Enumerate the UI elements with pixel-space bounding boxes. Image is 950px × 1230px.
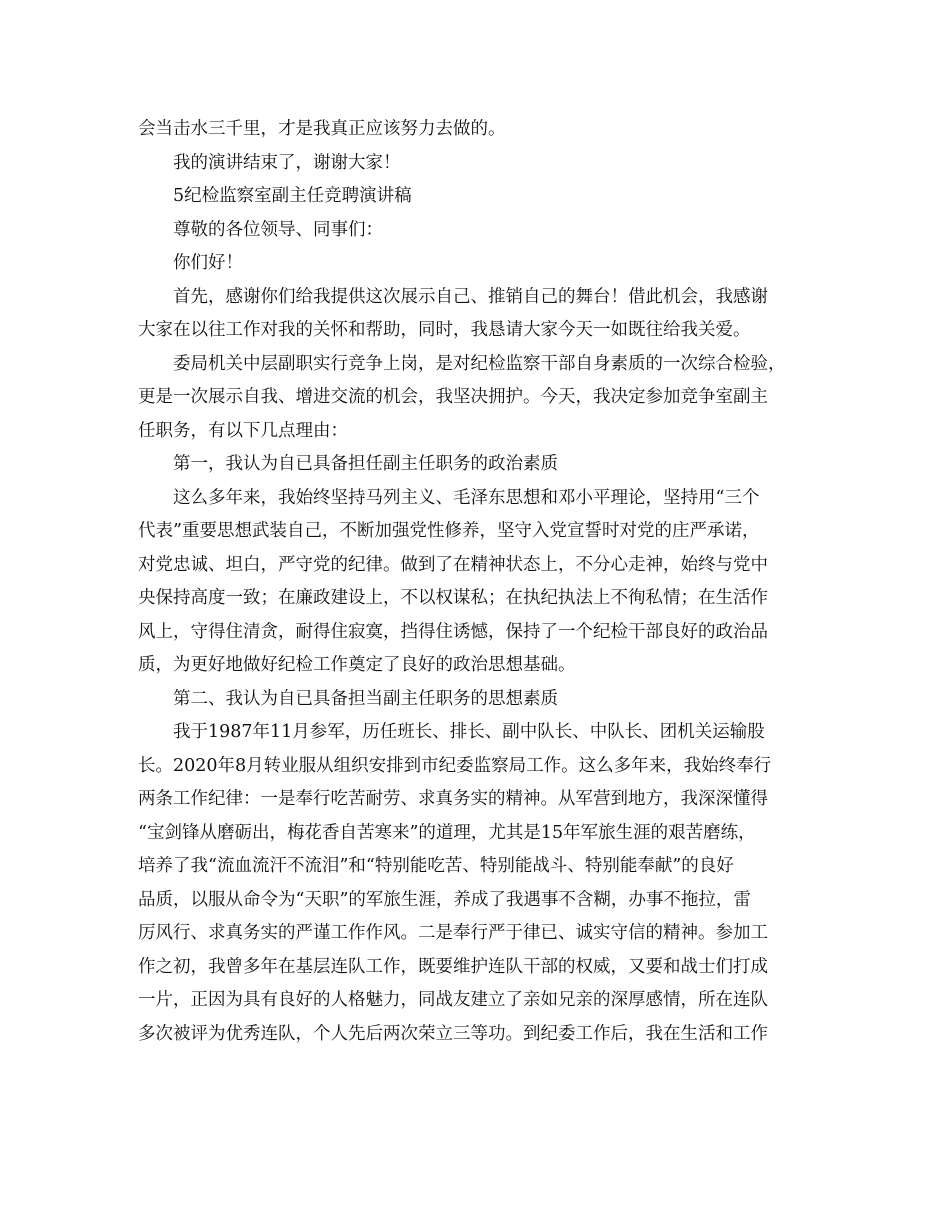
text-line: 第二、我认为自已具备担当副主任职务的思想素质 bbox=[173, 688, 558, 709]
text-line: 作之初，我曾多年在基层连队工作，既要维护连队干部的权威，又要和战士们打成 bbox=[138, 956, 768, 977]
text-line: 5纪检监察室副主任竞聘演讲稿 bbox=[173, 186, 412, 206]
text-line: “宝剑锋从磨砺出，梅花香自苦寒来”的道理，尤其是15年军旅生涯的艰苦磨练， bbox=[138, 822, 756, 843]
text-line: 我的演讲结束了，谢谢大家！ bbox=[173, 152, 401, 173]
text-line: 厉风行、求真务实的严谨工作作风。二是奉行严于律已、诚实守信的精神。参加工 bbox=[138, 923, 768, 943]
text-line: 我于1987年11月参军，历任班长、排长、副中队长、中队长、团机关运输股 bbox=[173, 722, 765, 742]
text-line: 任职务，有以下几点理由： bbox=[138, 420, 348, 441]
text-line: 风上，守得住清贪，耐得住寂寞，挡得住诱憾，保持了一个纪检干部良好的政治品 bbox=[138, 621, 768, 642]
text-line: 一片，正因为具有良好的人格魅力，同战友建立了亲如兄亲的深厚感情，所在连队 bbox=[138, 990, 768, 1010]
text-line: 更是一次展示自我、增进交流的机会，我坚决拥护。今天，我决定参加竞争室副主 bbox=[138, 387, 768, 407]
text-line: 对党忠诚、坦白，严守党的纪律。做到了在精神状态上，不分心走神，始终与党中 bbox=[138, 554, 768, 575]
text-line: 多次被评为优秀连队，个人先后两次荣立三等功。到纪委工作后，我在生活和工作 bbox=[138, 1023, 768, 1044]
text-line: 长。2020年8月转业服从组织安排到市纪委监察局工作。这么多年来，我始终奉行 bbox=[138, 755, 772, 776]
text-line: 你们好！ bbox=[173, 253, 243, 273]
text-line: 品质，以服从命令为“天职”的军旅生涯，养成了我遇事不含糊，办事不拖拉，雷 bbox=[138, 889, 751, 910]
text-line: 首先，感谢你们给我提供这次展示自己、推销自己的舞台！借此机会，我感谢 bbox=[173, 286, 768, 307]
text-line: 委局机关中层副职实行竞争上岗，是对纪检监察干部自身素质的一次综合检验， bbox=[173, 353, 786, 374]
text-line: 尊敬的各位领导、同事们： bbox=[173, 219, 383, 240]
text-line: 质，为更好地做好纪检工作奠定了良好的政治思想基础。 bbox=[138, 655, 576, 675]
document-body bbox=[138, 113, 814, 1051]
text-line: 代表”重要思想武装自己，不断加强党性修养，坚守入党宣誓时对党的庄严承诺， bbox=[138, 521, 760, 541]
text-line: 这么多年来，我始终坚持马列主义、毛泽东思想和邓小平理论，坚持用“三个 bbox=[173, 487, 760, 508]
text-line: 第一，我认为自已具备担任副主任职务的政治素质 bbox=[173, 454, 558, 474]
text-line: 会当击水三千里，才是我真正应该努力去做的。 bbox=[138, 119, 506, 139]
text-line: 两条工作纪律：一是奉行吃苦耐劳、求真务实的精神。从军营到地方，我深深懂得 bbox=[138, 789, 768, 809]
text-line: 央保持高度一致；在廉政建设上，不以权谋私；在执纪执法上不徇私情；在生活作 bbox=[138, 588, 768, 608]
text-line: 大家在以往工作对我的关怀和帮助，同时，我恳请大家今天一如既往给我关爱。 bbox=[138, 320, 751, 340]
text-line: 培养了我“流血流汗不流泪”和“特别能吃苦、特别能战斗、特别能奉献”的良好 bbox=[138, 856, 734, 876]
